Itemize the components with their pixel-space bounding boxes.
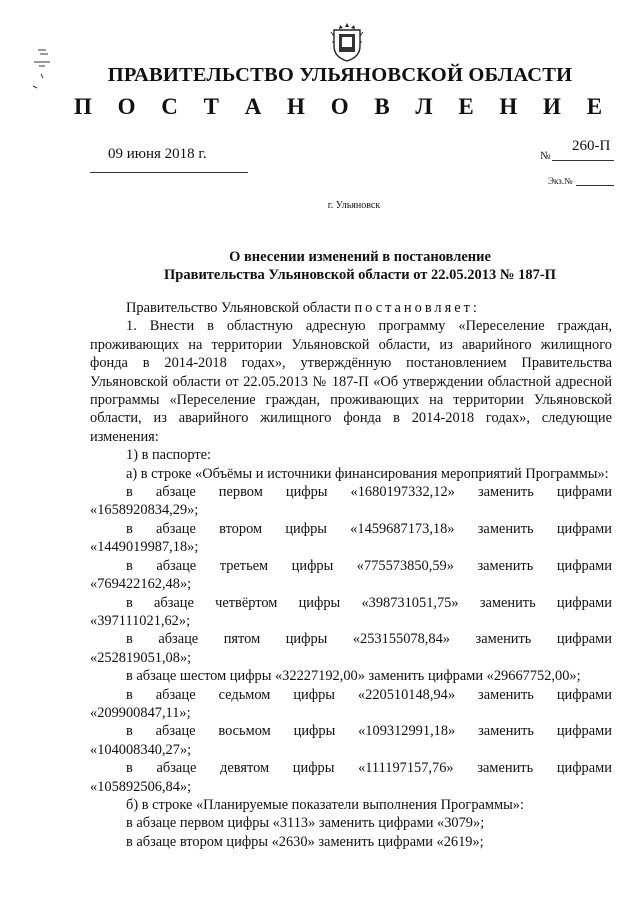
amendment-word: цифрами: [556, 631, 612, 648]
intro-colon: :: [472, 300, 477, 316]
amendment-word: первом: [218, 484, 263, 501]
amendment-new-value: «104008340,27»;: [90, 741, 192, 758]
amendment-word: «111197157,76»: [358, 760, 454, 777]
amendment-word: «220510148,94»: [357, 686, 456, 703]
government-title: ПРАВИТЕЛЬСТВО УЛЬЯНОВСКОЙ ОБЛАСТИ: [107, 64, 573, 86]
amendment-word: абзаце: [154, 594, 194, 611]
amendment-word: абзаце: [155, 686, 196, 703]
amendment-word: цифрами: [556, 760, 612, 777]
amendment-word: в: [126, 520, 133, 537]
amendment-word: в: [126, 760, 133, 777]
city-name: г. Ульяновск: [327, 200, 381, 211]
amendment-word: «1680197332,12»: [350, 484, 455, 501]
document-type-title: П О С Т А Н О В Л Е Н И Е: [73, 94, 613, 119]
amendment-word: в: [126, 631, 133, 648]
document-body: [90, 299, 612, 851]
amendment-word: третьем: [219, 557, 269, 574]
amendment-word: цифрами: [556, 557, 612, 574]
amendment-word: в: [126, 484, 133, 501]
amendment-word: цифрами: [556, 723, 612, 740]
document-number: 260-П: [572, 138, 611, 154]
amendment-word: заменить: [478, 686, 534, 703]
amendment-word: заменить: [477, 520, 534, 537]
amendment-word: пятом: [223, 631, 261, 648]
amendment-word: цифры: [292, 760, 335, 777]
amendment-word: цифрами: [556, 484, 612, 501]
amendment-sixth: в абзаце шестом цифры «32227192,00» заменить цифрами «29667752,00»;: [126, 668, 581, 685]
amendment-indicator-2: в абзаце втором цифры «2630» заменить цифрами «2619»;: [126, 833, 484, 850]
amendment-word: седьмом: [218, 686, 271, 703]
amendment-word: «253155078,84»: [352, 631, 450, 648]
subject-line-2: Правительства Ульяновской области от 22.05.2013 № 187-П: [164, 267, 556, 283]
amendment-row: [90, 759, 612, 777]
amendment-row: [90, 686, 612, 704]
amendment-word: абзаце: [156, 557, 197, 574]
amendment-word: цифры: [298, 594, 341, 611]
amendment-rows-group-1: [90, 483, 612, 667]
clause-1: 1. Внести в областную адресную программу «Переселение граждан, проживающих на территории Ульяновской области, из аварийного жилищного фонда в 2014-2018 годах», утверждённую постановлением Правительства Ульяновской области от 22.05.2013 № 187-П «Об утверждении областной адресной программы «Переселение граждан, проживающих на территории Ульяновской области, из аварийного жилищного фонда в 2014-2018 годах», следующие изменения:: [90, 318, 612, 445]
amendment-word: заменить: [475, 631, 532, 648]
clause-1-1: 1) в паспорте:: [126, 447, 212, 464]
amendment-word: в: [126, 686, 133, 703]
amendment-word: абзаце: [156, 760, 197, 777]
number-underline: [552, 160, 614, 161]
intro-paragraph: [90, 299, 612, 317]
amendment-word: абзаце: [155, 484, 196, 501]
amendment-row: [90, 722, 612, 740]
amendment-row: [90, 594, 612, 612]
amendment-word: цифры: [293, 686, 335, 703]
amendment-new-value: «209900847,11»;: [90, 704, 191, 721]
amendment-rows-group-2: [90, 686, 612, 796]
amendment-word: «1459687173,18»: [350, 520, 455, 537]
subject-line-1: О внесении изменений в постановление: [229, 249, 491, 265]
amendment-new-value: «1449019987,18»;: [90, 539, 199, 556]
amendment-word: девятом: [220, 760, 270, 777]
amendment-word: цифры: [285, 484, 328, 501]
amendment-word: «109312991,18»: [358, 723, 456, 740]
amendment-word: в: [126, 594, 133, 611]
clause-1-1-b: б) в строке «Планируемые показатели выполнения Программы»:: [126, 796, 524, 813]
copy-number-underline: [576, 185, 614, 186]
amendment-new-value: «1658920834,29»;: [90, 502, 199, 519]
clause-1-1-a: а) в строке «Объёмы и источники финансирования мероприятий Программы»:: [126, 465, 609, 482]
amendment-word: «398731051,75»: [361, 594, 459, 611]
amendment-new-value: «105892506,84»;: [90, 778, 192, 795]
amendment-indicator-1: в абзаце первом цифры «3113» заменить цифрами «3079»;: [126, 815, 485, 832]
amendment-word: заменить: [478, 723, 534, 740]
amendment-word: в: [126, 723, 133, 740]
amendment-word: цифры: [293, 723, 336, 740]
amendment-word: заменить: [479, 594, 536, 611]
amendment-word: заменить: [477, 557, 534, 574]
amendment-word: цифры: [285, 520, 327, 537]
document-date: 09 июня 2018 г.: [108, 146, 207, 162]
amendment-row: [90, 557, 612, 575]
number-label: №: [540, 150, 551, 162]
amendment-word: цифры: [291, 557, 334, 574]
amendment-new-value: «769422162,48»;: [90, 576, 192, 593]
amendment-word: цифрами: [556, 520, 612, 537]
amendment-word: заменить: [477, 484, 534, 501]
intro-resolves: постановляет: [354, 300, 473, 316]
amendment-word: цифрами: [556, 594, 612, 611]
amendment-word: втором: [219, 520, 263, 537]
amendment-word: цифрами: [556, 686, 612, 703]
amendment-row: [90, 520, 612, 538]
amendment-row: [90, 483, 612, 501]
amendment-new-value: «397111021,62»;: [90, 612, 191, 629]
intro-text: Правительство Ульяновской области: [126, 300, 355, 316]
amendment-word: абзаце: [155, 723, 196, 740]
amendment-word: в: [126, 557, 133, 574]
coat-of-arms-emblem-icon: [330, 22, 364, 62]
amendment-word: абзаце: [158, 631, 199, 648]
date-underline: [90, 172, 248, 173]
document-subject: [100, 248, 620, 284]
amendment-word: четвёртом: [215, 594, 278, 611]
amendment-word: заменить: [477, 760, 534, 777]
copy-number-label: Экз.№: [548, 176, 573, 186]
amendment-new-value: «252819051,08»;: [90, 649, 192, 666]
amendment-word: абзаце: [156, 520, 196, 537]
amendment-row: [90, 630, 612, 648]
amendment-word: «775573850,59»: [356, 557, 454, 574]
amendment-word: цифры: [285, 631, 328, 648]
amendment-word: восьмом: [218, 723, 271, 740]
